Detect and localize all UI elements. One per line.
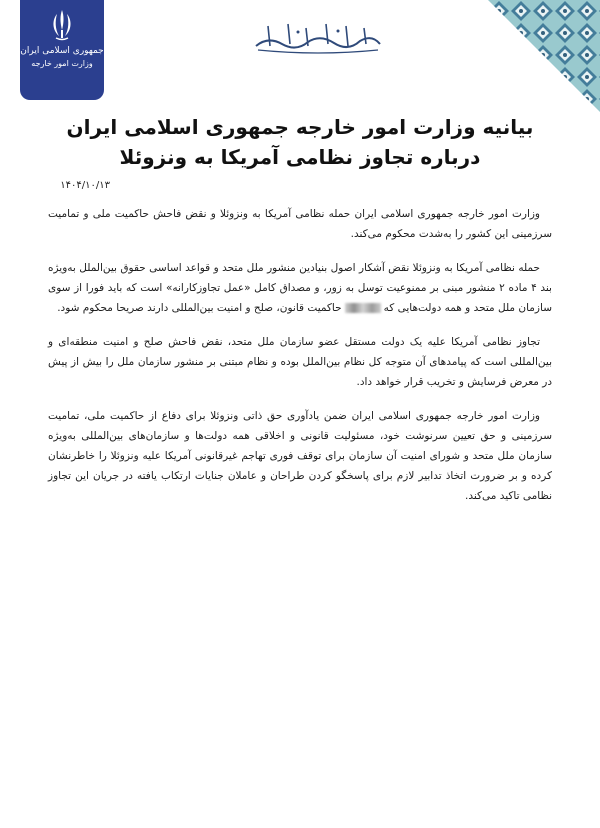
paragraph-1: وزارت امور خارجه جمهوری اسلامی ایران حمله نظامی آمریکا به ونزوئلا و نقض فاحش حاکمیت ملی و تمامیت سرزمینی این کشور را به‌شدت محکوم می‌کند. — [48, 208, 552, 240]
iran-emblem-icon — [48, 8, 76, 42]
bismillah-calligraphy — [248, 16, 388, 58]
statement-title: بیانیه وزارت امور خارجه جمهوری اسلامی ایران درباره تجاوز نظامی آمریکا به ونزوئلا — [66, 115, 534, 169]
logo-ministry-name: وزارت امور خارجه — [31, 59, 93, 68]
logo-country-name: جمهوری اسلامی ایران — [20, 46, 104, 56]
paragraph-2 — [48, 258, 552, 318]
redacted-blur — [345, 303, 381, 313]
paragraph-4: وزارت امور خارجه جمهوری اسلامی ایران ضمن یادآوری حق ذاتی ونزوئلا برای دفاع از حاکمیت ملی، تمامیت سرزمینی و حق تعیین سرنوشت خود، مسئولیت قانونی و اخلاقی همه دولت‌ها و سازمان‌های بین‌المللی به‌ویژه سازمان ملل متحد و شورای امنیت آن سازمان برای توقف فوری تهاجم غیرقانونی آمریکا علیه ونزوئلا را خاطرنشان کرده و بر ضرورت اتخاذ تدابیر لازم برای پاسخگو کردن طراحان و عاملان جنایات ارتکاب یافته در جریان این تجاوز نظامی تاکید می‌کند. — [48, 410, 552, 502]
decorative-tile-pattern — [488, 0, 600, 112]
paragraph-2-part-a: حمله نظامی آمریکا به ونزوئلا نقض آشکار اصول بنیادین منشور ملل متحد و قواعد اساسی حقوق بین‌الملل به‌ویژه بند ۴ ماده ۲ منشور مبنی بر ممنوعیت توسل به زور، و مصداق کامل «عمل تجاوزکارانه» است که باید فورا از سوی سازمان ملل متحد و همه دولت‌هایی که — [48, 262, 552, 314]
statement-date: ۱۴۰۴/۱۰/۱۳ — [60, 180, 110, 191]
bismillah-text: بسم الله الرحمن الرحیم — [318, 55, 329, 56]
paragraph-2-part-b: حاکمیت قانون، صلح و امنیت بین‌المللی دارند صریحا محکوم شود. — [57, 302, 342, 314]
paragraph-3: تجاوز نظامی آمریکا علیه یک دولت مستقل عضو سازمان ملل متحد، نقض فاحش صلح و امنیت منطقه‌ای و بین‌المللی است که پیامدهای آن متوجه کل نظام بین‌الملل بوده و نظام مبتنی بر منشور سازمان ملل را بیش از پیش در معرض فرسایش و تخریب قرار خواهد داد. — [48, 336, 552, 388]
bismillah-calligraphy-art — [248, 16, 388, 58]
ministry-logo — [20, 0, 104, 100]
statement-body — [48, 204, 552, 520]
